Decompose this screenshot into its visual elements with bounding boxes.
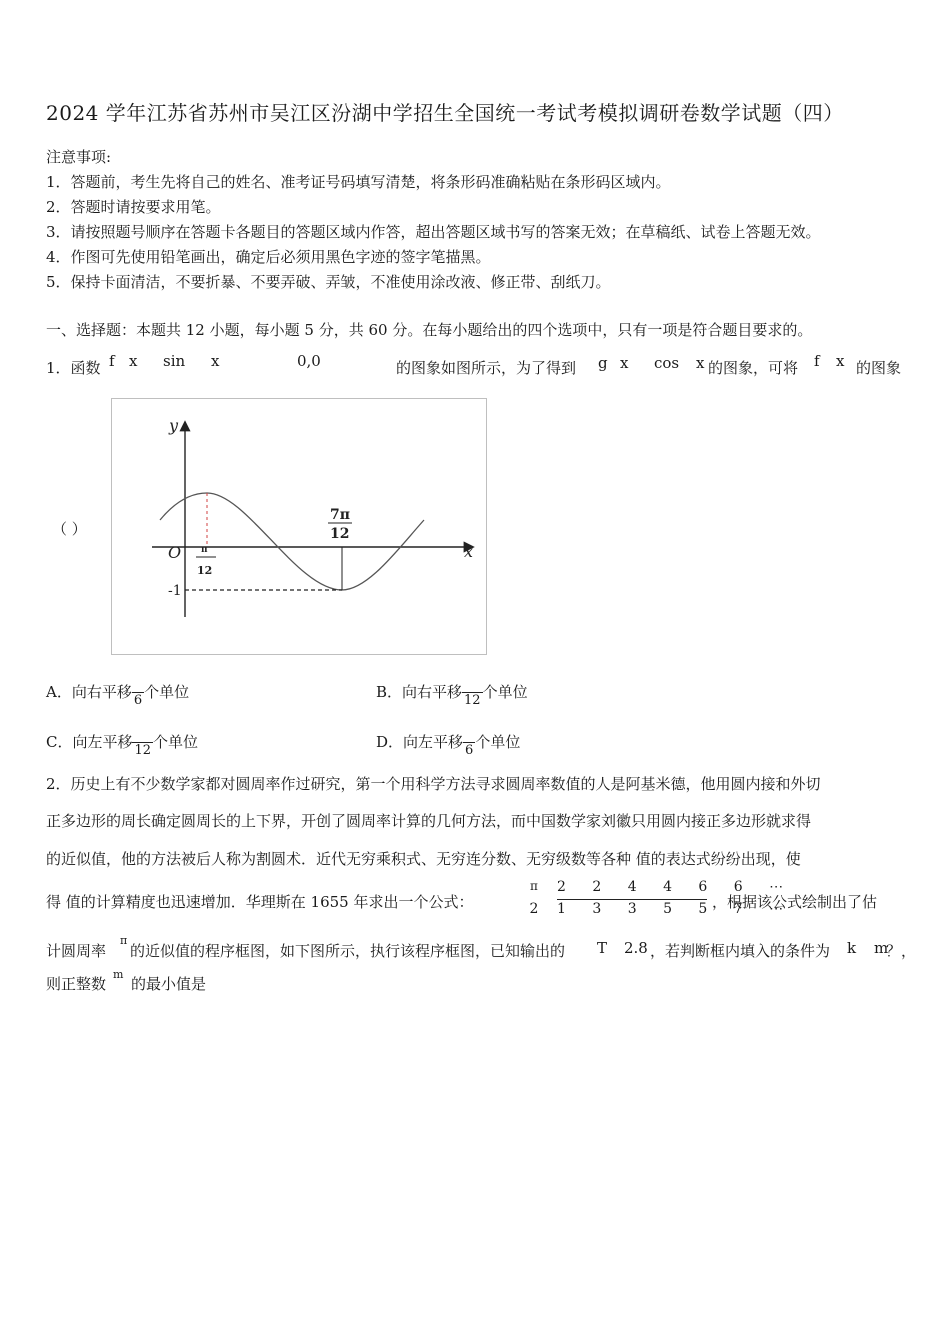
option-d-text: D．向左平移 bbox=[376, 733, 464, 751]
option-b-text: B．向右平移 bbox=[376, 683, 463, 701]
formula-lhs-denominator: 2 bbox=[529, 901, 539, 917]
q1-interval: 0,0 bbox=[297, 352, 321, 370]
option-d-unit: 个单位 bbox=[475, 733, 521, 751]
q1-g: g bbox=[598, 354, 608, 372]
q2-line: 正多边形的周长确定圆周长的上下界，开创了圆周率计算的几何方法，而中国数学家刘徽只用圆内接正多边形就求得 bbox=[46, 812, 812, 830]
q2-T: T bbox=[597, 939, 608, 957]
q2-m: m bbox=[874, 939, 889, 957]
q2-line: 的近似值，他的方法被后人称为割圆术．近代无穷乘积式、无穷连分数、无穷级数等各种 值的表达式纷纷出现，使 bbox=[46, 850, 801, 868]
note-item: 5．保持卡面清洁，不要折暴、不要弄破、弄皱，不准使用涂改液、修正带、刮纸刀。 bbox=[46, 273, 611, 291]
q1-end: 的图象 bbox=[856, 359, 902, 377]
option-a-fraction bbox=[132, 678, 144, 708]
x-axis-label: x bbox=[464, 542, 474, 561]
option-b[interactable] bbox=[376, 678, 528, 708]
option-b-fraction bbox=[462, 678, 483, 708]
q1-f: f bbox=[109, 352, 115, 370]
note-item: 4．作图可先使用铅笔画出，确定后必须用黑色字迹的签字笔描黑。 bbox=[46, 248, 491, 266]
q2-line: 2．历史上有不少数学家都对圆周率作过研究，第一个用科学方法寻求圆周率数值的人是阿基米德，他用圆内接和外切 bbox=[46, 775, 821, 793]
q2-text: ？， bbox=[886, 942, 917, 960]
formula-denominator: 1 3 3 5 5 7 ⋯ bbox=[557, 901, 795, 917]
tick2-denominator: 12 bbox=[330, 526, 350, 542]
option-b-denominator: 12 bbox=[464, 693, 481, 708]
page-title: 2024 学年江苏省苏州市吴江区汾湖中学招生全国统一考试考模拟调研卷数学试题（四） bbox=[46, 101, 844, 125]
q1-cos: cos bbox=[654, 354, 680, 372]
option-d-denominator: 6 bbox=[465, 743, 474, 758]
tick1-numerator: π bbox=[201, 545, 208, 555]
tick1-denominator: 12 bbox=[197, 564, 213, 577]
q1-mid: 的图象如图所示，为了得到 bbox=[396, 359, 577, 377]
q2-line: ，根据该公式绘制出了估 bbox=[712, 893, 878, 911]
formula-fraction-bar bbox=[557, 899, 707, 900]
option-c-denominator: 12 bbox=[134, 743, 152, 758]
q1-x: x bbox=[129, 352, 138, 370]
option-c[interactable] bbox=[46, 728, 198, 758]
q2-m: m bbox=[113, 968, 124, 981]
q2-line: 得 值的计算精度也迅速增加．华理斯在 1655 年求出一个公式： bbox=[46, 893, 474, 911]
function-graph bbox=[111, 398, 487, 655]
formula-numerator: 2 2 4 4 6 6 ⋯ bbox=[557, 879, 795, 895]
option-a-text: A．向右平移 bbox=[46, 683, 132, 701]
y-axis-label: y bbox=[169, 416, 179, 435]
option-c-unit: 个单位 bbox=[153, 733, 199, 751]
tick2-numerator: 7π bbox=[330, 507, 350, 523]
q1-sin: sin bbox=[163, 352, 186, 370]
option-a-unit: 个单位 bbox=[144, 683, 190, 701]
origin-label: O bbox=[168, 543, 182, 562]
notes-heading: 注意事项: bbox=[46, 148, 112, 166]
section-heading: 一、选择题：本题共 12 小题，每小题 5 分，共 60 分。在每小题给出的四个选项中，只有一项是符合题目要求的。 bbox=[46, 321, 813, 339]
q1-x: x bbox=[620, 354, 629, 372]
q1-x: x bbox=[696, 354, 705, 372]
note-item: 3．请按照题号顺序在答题卡各题目的答题区域内作答，超出答题区域书写的答案无效；在草稿纸、试卷上答题无效。 bbox=[46, 223, 821, 241]
formula-lhs-numerator: π bbox=[530, 879, 538, 893]
option-c-fraction bbox=[132, 728, 153, 758]
note-item: 2．答题时请按要求用笔。 bbox=[46, 198, 221, 216]
q2-k: k bbox=[847, 939, 857, 957]
q1-f: f bbox=[814, 352, 820, 370]
q2-text: 的近似值的程序框图，如下图所示，执行该程序框图，已知输出的 bbox=[130, 942, 566, 960]
q1-prefix: 1．函数 bbox=[46, 359, 101, 377]
option-d[interactable] bbox=[376, 728, 520, 758]
q1-mid2: 的图象，可将 bbox=[708, 359, 799, 377]
option-c-text: C．向左平移 bbox=[46, 733, 133, 751]
q2-text: 则正整数 bbox=[46, 975, 107, 993]
option-d-fraction bbox=[463, 728, 475, 758]
q2-text: ，若判断框内填入的条件为 bbox=[650, 942, 831, 960]
option-b-unit: 个单位 bbox=[482, 683, 528, 701]
answer-blank: （ ） bbox=[52, 520, 87, 538]
q2-text: 计圆周率 bbox=[46, 942, 107, 960]
note-item: 1．答题前，考生先将自己的姓名、准考证号码填写清楚，将条形码准确粘贴在条形码区域内。 bbox=[46, 173, 671, 191]
formula-lhs bbox=[527, 879, 541, 917]
q2-value: 2.8 bbox=[624, 939, 648, 957]
option-a-denominator: 6 bbox=[133, 693, 143, 708]
q1-x: x bbox=[836, 352, 845, 370]
q2-text: 的最小值是 bbox=[131, 975, 207, 993]
y-min-label: -1 bbox=[168, 583, 182, 599]
q2-pi: π bbox=[120, 934, 128, 947]
q1-x: x bbox=[211, 352, 220, 370]
option-a[interactable] bbox=[46, 678, 189, 708]
graph-svg bbox=[112, 399, 486, 654]
